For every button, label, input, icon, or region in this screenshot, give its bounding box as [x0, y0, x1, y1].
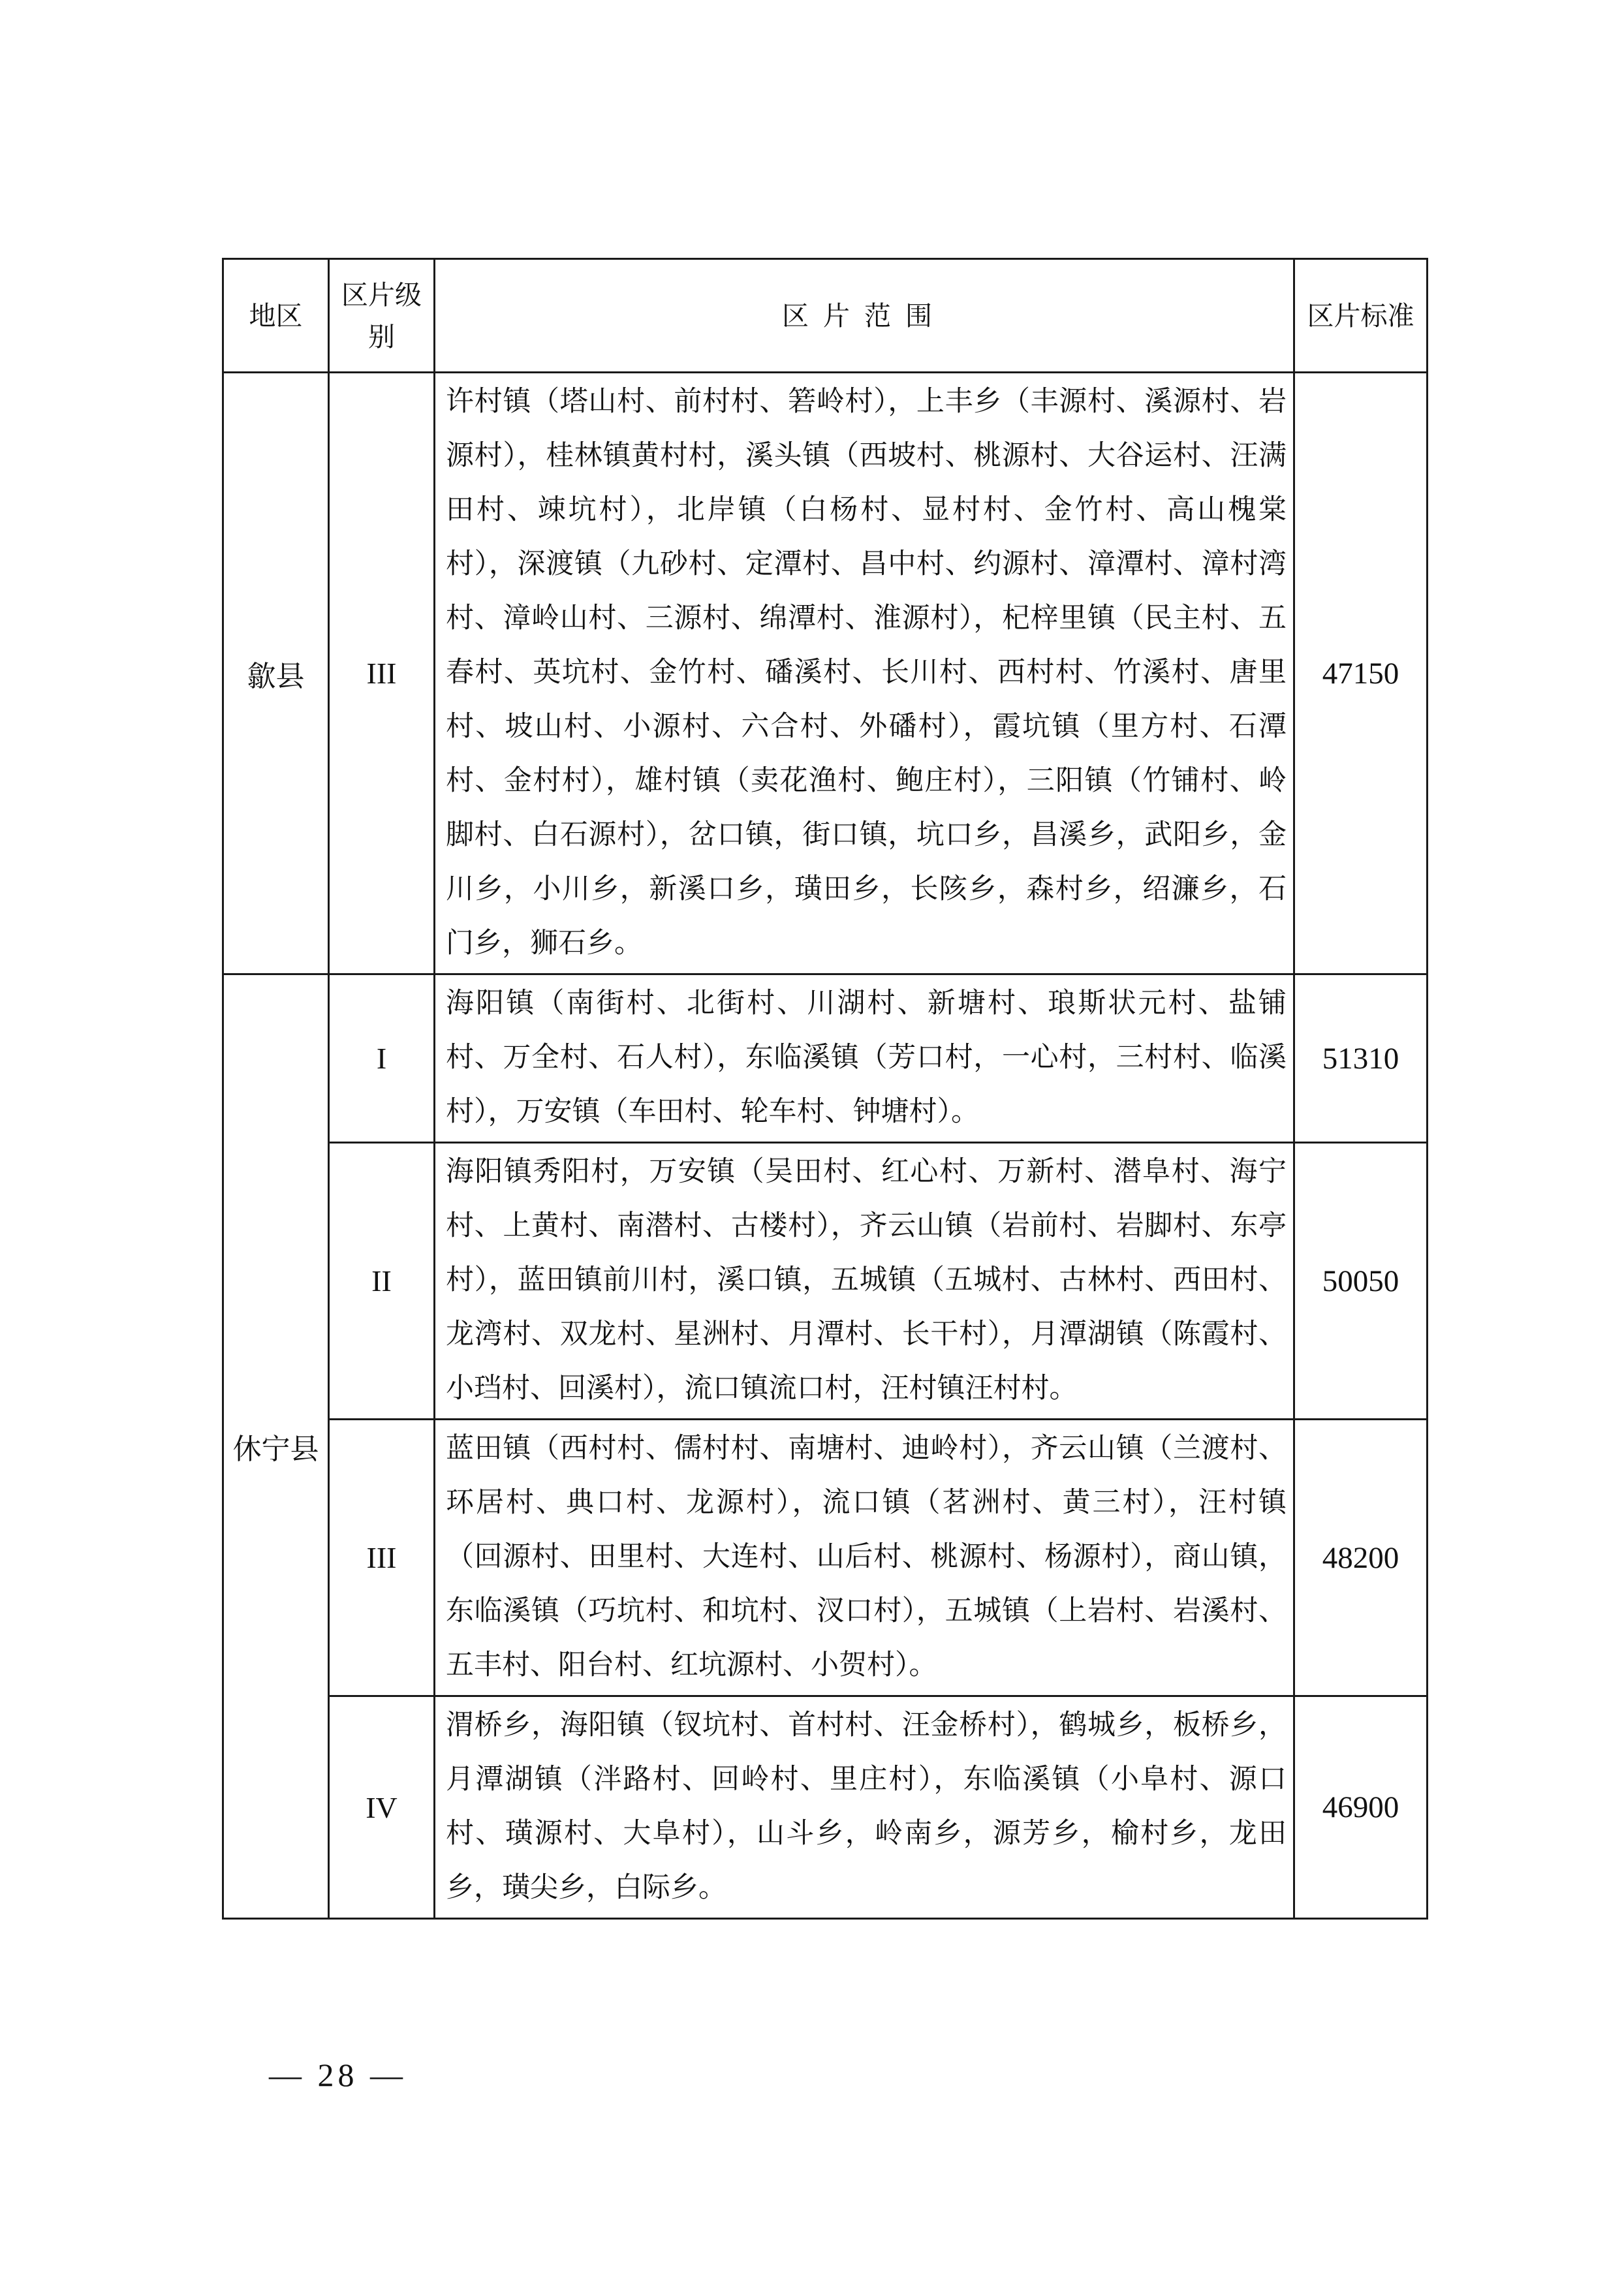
grade-cell: IV	[329, 1696, 435, 1919]
range-cell: 渭桥乡，海阳镇（钗坑村、首村村、汪金桥村），鹤城乡，板桥乡，月潭湖镇（泮路村、回岭村、里庄村），东临溪镇（小阜村、源口村、璜源村、大阜村），山斗乡，岭南乡，源芳乡，榆村乡，龙田乡，璜尖乡，白际乡。	[435, 1696, 1294, 1919]
region-cell-shexian: 歙县	[223, 373, 329, 974]
header-region: 地区	[223, 259, 329, 373]
standard-cell: 47150	[1294, 373, 1428, 974]
header-grade: 区片级别	[329, 259, 435, 373]
standard-cell: 46900	[1294, 1696, 1428, 1919]
range-cell: 许村镇（塔山村、前村村、箬岭村），上丰乡（丰源村、溪源村、岩源村），桂林镇黄村村，溪头镇（西坡村、桃源村、大谷运村、汪满田村、竦坑村），北岸镇（白杨村、显村村、金竹村、高山槐棠村），深渡镇（九砂村、定潭村、昌中村、约源村、漳潭村、漳村湾村、漳岭山村、三源村、绵潭村、淮源村），杞梓里镇（民主村、五春村、英坑村、金竹村、磻溪村、长川村、西村村、竹溪村、唐里村、坡山村、小源村、六合村、外磻村），霞坑镇（里方村、石潭村、金村村），雄村镇（卖花渔村、鲍庄村），三阳镇（竹铺村、岭脚村、白石源村），岔口镇，街口镇，坑口乡，昌溪乡，武阳乡，金川乡，小川乡，新溪口乡，璜田乡，长陔乡，森村乡，绍濂乡，石门乡，狮石乡。	[435, 373, 1294, 974]
header-standard: 区片标准	[1294, 259, 1428, 373]
page-number: — 28 —	[269, 2057, 407, 2093]
range-cell: 蓝田镇（西村村、儒村村、南塘村、迪岭村），齐云山镇（兰渡村、环居村、典口村、龙源村），流口镇（茗洲村、黄三村），汪村镇（回源村、田里村、大连村、山后村、桃源村、杨源村），商山镇，东临溪镇（巧坑村、和坑村、汊口村），五城镇（上岩村、岩溪村、五丰村、阳台村、红坑源村、小贺村）。	[435, 1420, 1294, 1696]
standard-cell: 48200	[1294, 1420, 1428, 1696]
standard-cell: 51310	[1294, 974, 1428, 1143]
grade-cell: I	[329, 974, 435, 1143]
table-header-row	[223, 259, 1428, 373]
header-range: 区片范围	[435, 259, 1294, 373]
table-row	[223, 373, 1428, 974]
table-row	[223, 974, 1428, 1143]
grade-cell: III	[329, 1420, 435, 1696]
grade-cell: III	[329, 373, 435, 974]
region-cell-xiuning: 休宁县	[223, 974, 329, 1919]
table-row	[223, 1696, 1428, 1919]
table-row	[223, 1143, 1428, 1420]
standard-cell: 50050	[1294, 1143, 1428, 1420]
grade-cell: II	[329, 1143, 435, 1420]
table-row	[223, 1420, 1428, 1696]
range-cell: 海阳镇（南街村、北街村、川湖村、新塘村、琅斯状元村、盐铺村、万全村、石人村），东临溪镇（芳口村，一心村，三村村、临溪村），万安镇（车田村、轮车村、钟塘村）。	[435, 974, 1294, 1143]
land-price-table	[222, 258, 1428, 1920]
range-cell: 海阳镇秀阳村，万安镇（吴田村、红心村、万新村、潜阜村、海宁村、上黄村、南潜村、古楼村），齐云山镇（岩前村、岩脚村、东亭村），蓝田镇前川村，溪口镇，五城镇（五城村、古林村、西田村、龙湾村、双龙村、星洲村、月潭村、长干村），月潭湖镇（陈霞村、小珰村、回溪村），流口镇流口村，汪村镇汪村村。	[435, 1143, 1294, 1420]
